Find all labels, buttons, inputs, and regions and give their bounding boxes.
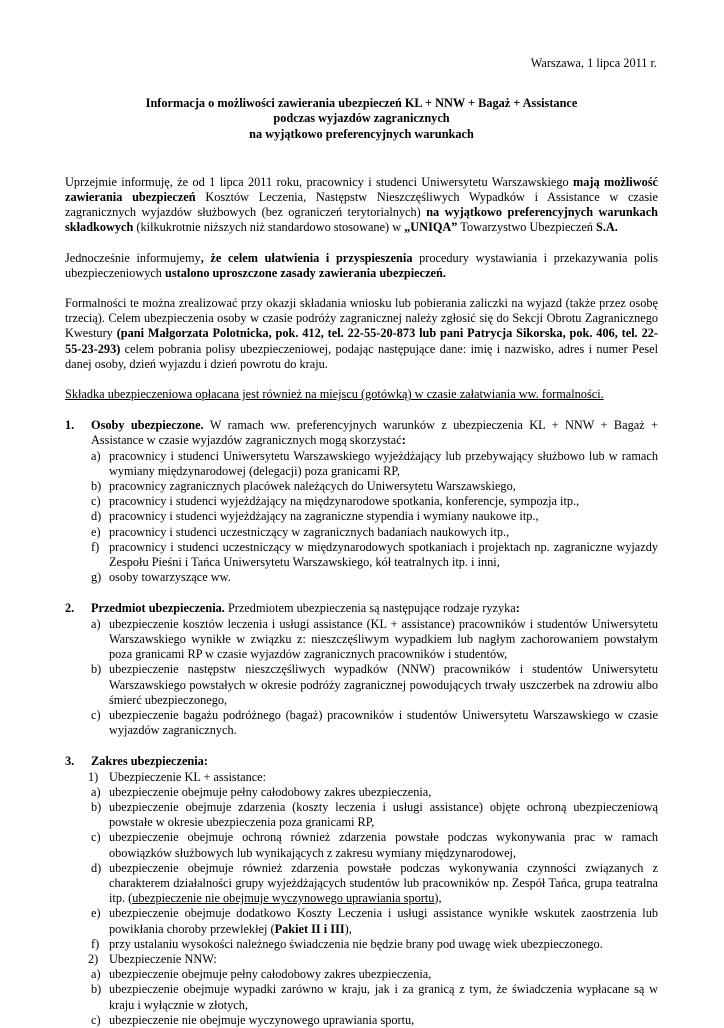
list-item: c) ubezpieczenie obejmuje ochroną również zdarzenia powstałe podczas wykonywania prac w ramach obowiązków służbowych lub wynikających z zakresu wymiany międzynarodowej,	[91, 830, 658, 860]
title-line-2: podczas wyjazdów zagranicznych	[273, 111, 450, 126]
section-number: 2.	[65, 601, 75, 616]
paragraph-intro	[65, 175, 658, 236]
text: Towarzystwo Ubezpieczeń	[457, 220, 597, 235]
insurer-name: „UNIQA”	[404, 220, 458, 235]
list-item: b) pracownicy zagranicznych placówek należących do Uniwersytetu Warszawskiego,	[91, 479, 516, 494]
text: Kosztów Leczenia, Następstw Nieszczęśliwych Wypadków i Assistance w czasie zagranicznych wyjazdów służbowych (bez ograniczeń terytorialnych)	[65, 190, 658, 220]
text: procedury wystawiania i przekazywania polis ubezpieczeniowych	[65, 250, 658, 280]
section-heading: Przedmiot ubezpieczenia.	[91, 601, 225, 616]
list-item: b) ubezpieczenie obejmuje zdarzenia (koszty leczenia i usługi assistance) objęte ochroną ubezpieczeniową powstałe w okresie ubezpieczenia poza granicami RP,	[91, 799, 658, 830]
emphasis: ustalono uproszczone zasady zawierania ubezpieczeń.	[165, 265, 446, 280]
list-item: d) pracownicy i studenci wyjeżdżający na zagraniczne stypendia i wymiany naukowe itp.,	[91, 509, 539, 524]
subsection-label: Ubezpieczenie KL + assistance:	[109, 769, 267, 784]
kl-assistance-list	[91, 785, 658, 952]
emphasis: mają możliwość zawierania ubezpieczeń	[65, 174, 658, 205]
emphasis: na wyjątkowo preferencyjnych warunkach składkowych	[65, 205, 659, 235]
nnw-list	[91, 967, 658, 1028]
list-item: a) ubezpieczenie kosztów leczenia i usługi assistance (KL + assistance) pracowników i studentów Uniwersytetu Warszawskiego wynikłe w związku z: nieszczęśliwym wypadkiem lub nagłym zachorowaniem powstałym poza granicami RP w czasie wyjazdów zagranicznych pracowników i studentów,	[91, 616, 658, 662]
section-heading: Osoby ubezpieczone.	[91, 418, 204, 433]
insured-persons-list	[91, 449, 658, 586]
list-item: d) ubezpieczenie obejmuje również zdarzenia powstałe podczas wykonywania czynności związanych z charakterem działalności grupy wyjeżdżających studentów lub pracowników np. Zespół Tańca, grupa teatralna itp. (ubezpieczenie nie obejmuje wyczynowego uprawiania sportu),	[91, 860, 658, 906]
section-number: 1.	[65, 418, 75, 433]
date-line: Warszawa, 1 lipca 2011 r.	[530, 56, 657, 70]
list-item: b) ubezpieczenie obejmuje wypadki zarówno w kraju, jak i za granicą z tym, że świadczenia wypłacane są w kraju i wyłącznie w złotych,	[91, 982, 658, 1012]
emphasis: S.A.	[596, 220, 618, 235]
emphasis: , że celem ułatwienia i przyspieszenia	[200, 250, 413, 265]
section-text: Przedmiotem ubezpieczenia są następujące rodzaje ryzyka	[224, 601, 516, 616]
list-item: c) ubezpieczenie nie obejmuje wyczynowego uprawiania sportu,	[91, 1012, 415, 1027]
contact-info: (pani Małgorzata Polotnicka, pok. 412, tel. 22-55-20-873 lub pani Patrycja Sikorska, pok. 406, tel. 22-55-23-293)	[65, 326, 658, 356]
section-insured-persons	[65, 418, 658, 585]
subsection-number: 1)	[88, 769, 99, 784]
section-number: 3.	[65, 754, 75, 769]
text: Formalności te można zrealizować przy okazji składania wniosku lub pobierania zaliczki na wyjazd (także przez osobę trzecią). Celem ubezpieczenia osoby w czasie podróży zagranicznej należy zgłosić się do Sekcji Obrotu Zagranicznego Kwestury	[65, 296, 658, 341]
section-heading: Zakres ubezpieczenia:	[91, 754, 208, 769]
title-line-3: na wyjątkowo preferencyjnych warunkach	[249, 126, 474, 141]
colon: :	[401, 433, 406, 448]
list-item: e) ubezpieczenie obejmuje dodatkowo Koszty Leczenia i usługi assistance wynikłe wskutek zaostrzenia lub powikłania choroby przewlekłej (Pakiet II i III),	[91, 906, 658, 936]
list-item: f) przy ustalaniu wysokości należnego świadczenia nie będzie brany pod uwagę wiek ubezpieczonego.	[91, 936, 603, 951]
risk-types-list	[91, 617, 658, 739]
colon: :	[515, 601, 520, 616]
section-subject-of-insurance	[65, 601, 658, 738]
document-title	[65, 96, 658, 142]
list-item: e) pracownicy i studenci uczestniczący w zagranicznych badaniach naukowych itp.,	[91, 524, 510, 539]
text: (kilkukrotnie niższych niż standardowo stosowane) w	[133, 220, 405, 235]
title-line-1: Informacja o możliwości zawierania ubezpieczeń KL + NNW + Bagaż + Assistance	[145, 96, 578, 111]
subsection-label: Ubezpieczenie NNW:	[109, 951, 217, 966]
list-item: c) pracownicy i studenci wyjeżdżający na międzynarodowe spotkania, konferencje, sympozja itp.,	[91, 494, 580, 509]
list-item: f) pracownicy i studenci uczestniczący w międzynarodowych spotkaniach i projektach np. zagraniczne wyjazdy Zespołu Pieśni i Tańca Uniwersytetu Warszawskiego, kół teatralnych itp. i inni,	[91, 539, 658, 570]
text: Jednocześnie informujemy	[65, 250, 201, 265]
subsection-nnw	[88, 952, 658, 967]
subsection-number: 2)	[88, 951, 99, 966]
list-item: c) ubezpieczenie bagażu podróżnego (bagaż) pracowników i studentów Uniwersytetu Warszawskiego w czasie wyjazdów zagranicznych.	[91, 707, 658, 738]
list-item: a) ubezpieczenie obejmuje pełny całodobowy zakres ubezpieczenia,	[91, 967, 432, 982]
section-scope-of-insurance	[65, 754, 658, 1028]
section-text: W ramach ww. preferencyjnych warunków z ubezpieczenia KL + NNW + Bagaż + Assistance w czasie wyjazdów zagranicznych mogą skorzystać	[91, 418, 658, 448]
list-item: a) pracownicy i studenci Uniwersytetu Warszawskiego wyjeżdżający lub przebywający służbowo lub w ramach wymiany międzynarodowej (delegacji) poza granicami RP,	[91, 448, 658, 478]
list-item: b) ubezpieczenie następstw nieszczęśliwych wypadków (NNW) pracowników i studentów Uniwersytetu Warszawskiego powstałych w okresie podróży zagranicznej powodujących trwały uszczerbek na zdrowiu albo śmierć ubezpieczonego,	[91, 662, 658, 707]
paragraph-formalities	[65, 296, 658, 372]
list-item: a) ubezpieczenie obejmuje pełny całodobowy zakres ubezpieczenia,	[91, 784, 432, 799]
text: celem pobrania polisy ubezpieczeniowej, podając następujące dane: imię i nazwisko, adres i numer Pesel danej osoby, dzień wyjazdu i dzień powrotu do kraju.	[65, 341, 658, 371]
subsection-kl-assistance	[88, 770, 658, 785]
paragraph-simplified-rules	[65, 251, 658, 281]
list-item: g) osoby towarzyszące ww.	[91, 570, 231, 585]
text: Uprzejmie informuję, że od 1 lipca 2011 roku, pracownicy i studenci Uniwersytetu Warszawskiego	[65, 174, 574, 189]
paragraph-payment-note: Składka ubezpieczeniowa opłacana jest również na miejscu (gotówką) w czasie załatwiania ww. formalności.	[65, 387, 604, 402]
